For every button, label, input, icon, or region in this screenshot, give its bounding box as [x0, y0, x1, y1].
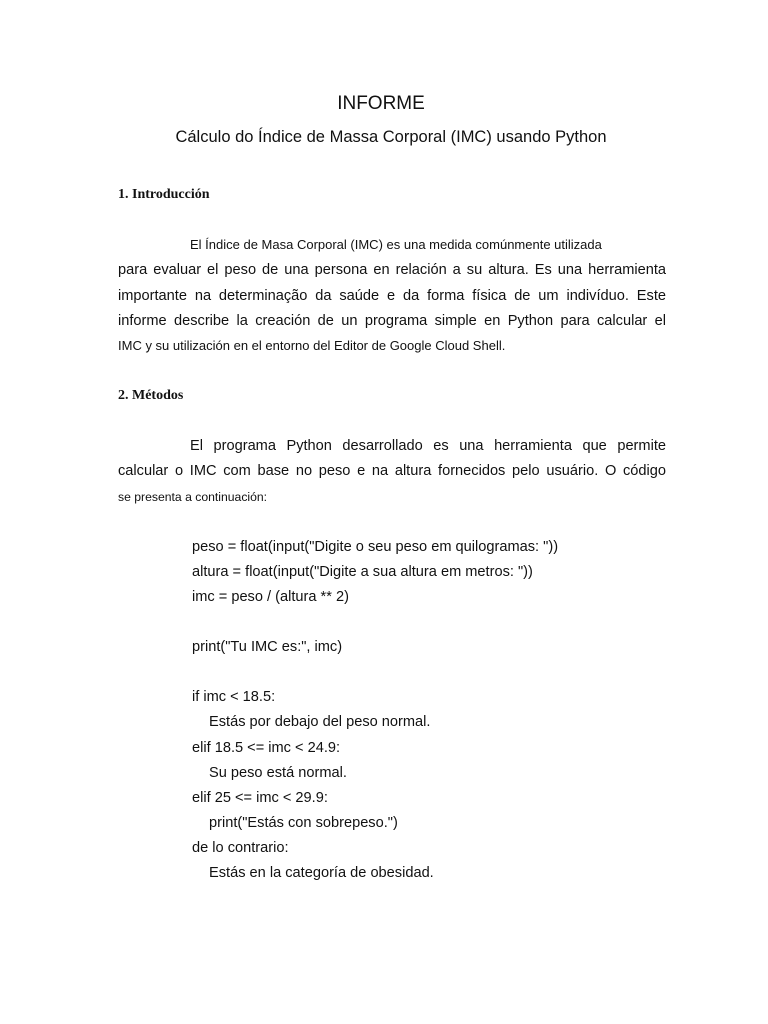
- methods-paragraph-line: El programa Python desarrollado es una herramienta que permite: [190, 438, 666, 454]
- code-line: Estás por debajo del peso normal.: [209, 714, 431, 730]
- methods-paragraph-line: se presenta a continuación:: [118, 490, 268, 504]
- document-title: INFORME: [337, 93, 425, 114]
- section-heading-metodos: 2. Métodos: [118, 388, 184, 403]
- code-line: elif 18.5 <= imc < 24.9:: [192, 740, 341, 756]
- code-line: elif 25 <= imc < 29.9:: [192, 790, 328, 806]
- code-line: imc = peso / (altura ** 2): [192, 589, 349, 605]
- code-line: print("Tu IMC es:", imc): [192, 639, 343, 655]
- code-line: peso = float(input("Digite o seu peso em quilogramas: ")): [192, 539, 559, 555]
- code-line: altura = float(input("Digite a sua altura em metros: ")): [192, 564, 533, 580]
- intro-paragraph-line: IMC y su utilización en el entorno del Editor de Google Cloud Shell.: [118, 338, 506, 353]
- code-line: print("Estás con sobrepeso."): [209, 815, 398, 831]
- intro-paragraph-line: informe describe la creación de un programa simple en Python para calcular el: [118, 313, 666, 329]
- code-line: de lo contrario:: [192, 840, 289, 856]
- intro-paragraph-line: El Índice de Masa Corporal (IMC) es una medida comúnmente utilizada: [190, 237, 602, 252]
- methods-paragraph-line: calcular o IMC com base no peso e na altura fornecidos pelo usuário. O código: [118, 463, 666, 479]
- code-line: Su peso está normal.: [209, 765, 347, 781]
- code-line: Estás en la categoría de obesidad.: [209, 865, 434, 881]
- document-subtitle: Cálculo do Índice de Massa Corporal (IMC) usando Python: [175, 128, 607, 146]
- intro-paragraph-line: importante na determinação da saúde e da forma física de um indivíduo. Este: [118, 288, 666, 304]
- code-line: if imc < 18.5:: [192, 689, 276, 705]
- intro-paragraph-line: para evaluar el peso de una persona en relación a su altura. Es una herramienta: [118, 262, 666, 278]
- section-heading-introduccion: 1. Introducción: [118, 187, 210, 202]
